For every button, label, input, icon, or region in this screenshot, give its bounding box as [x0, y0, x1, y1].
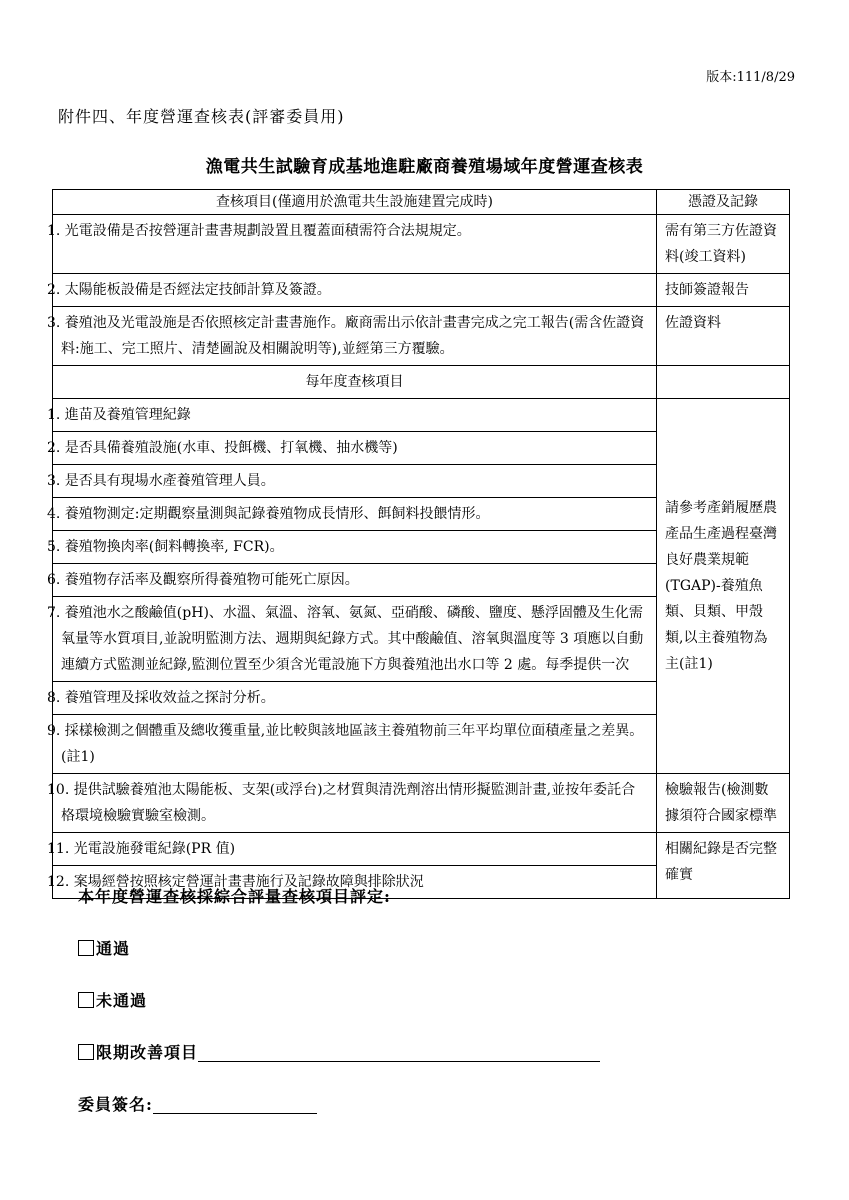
evidence-cell: 技師簽證報告 — [657, 274, 790, 307]
checkbox-improve[interactable] — [78, 1044, 94, 1060]
audit-item: 2. 太陽能板設備是否經法定技師計算及簽證。 — [53, 274, 657, 307]
audit-item: 10. 提供試驗養殖池太陽能板、支架(或浮台)之材質與清洗劑溶出情形擬監測計畫,並按年委託合格環境檢驗實驗室檢測。 — [53, 774, 657, 833]
conclusion-heading: 本年度營運查核採綜合評量查核項目評定: — [78, 887, 391, 906]
signature-row — [78, 1092, 317, 1115]
audit-item: 12. 案場經營按照核定營運計畫書施行及記錄故障與排除狀況 — [53, 866, 657, 899]
header-audit-item: 查核項目(僅適用於漁電共生設施建置完成時) — [53, 190, 657, 215]
document-title: 漁電共生試驗育成基地進駐廠商養殖場域年度營運查核表 — [205, 157, 644, 177]
annual-section-row — [53, 366, 790, 399]
audit-item: 8. 養殖管理及採收效益之探討分析。 — [53, 682, 657, 715]
improve-items-line[interactable] — [198, 1045, 600, 1062]
annual-section-heading: 每年度查核項目 — [53, 366, 657, 399]
audit-item: 3. 是否具有現場水產養殖管理人員。 — [53, 465, 657, 498]
option-fail — [78, 988, 147, 1011]
option-improve-label: 限期改善項目 — [96, 1043, 199, 1062]
audit-item: 9. 採樣檢測之個體重及總收獲重量,並比較與該地區該主養殖物前三年平均單位面積產量之差異。(註1) — [53, 715, 657, 774]
version-label: 版本:111/8/29 — [706, 70, 795, 85]
audit-item: 1. 光電設備是否按營運計畫書規劃設置且覆蓋面積需符合法規規定。 — [53, 215, 657, 274]
audit-table — [47, 189, 790, 899]
evidence-cell-annual: 請參考產銷履歷農產品生產過程臺灣良好農業規範(TGAP)-養殖魚類、貝類、甲殼類,以主養殖物為主(註1) — [657, 399, 790, 774]
audit-item: 4. 養殖物測定:定期觀察量測與記錄養殖物成長情形、餌飼料投餵情形。 — [53, 498, 657, 531]
evidence-cell: 檢驗報告(檢測數據須符合國家標準 — [657, 774, 790, 833]
option-fail-label: 未通過 — [96, 991, 148, 1010]
audit-item: 7. 養殖池水之酸鹼值(pH)、水溫、氣溫、溶氧、氨氮、亞硝酸、磷酸、鹽度、懸浮固體及生化需氧量等水質項目,並說明監測方法、週期與紀錄方式。其中酸鹼值、溶氧與溫度等 3 項應以自動連續方式監測並紀錄,監測位置至少須含光電設施下方與養殖池出水口等 2 處。每季提供一次 — [53, 597, 657, 682]
table-row — [53, 274, 790, 307]
table-row — [53, 307, 790, 366]
annex-title: 附件四、年度營運查核表(評審委員用) — [58, 107, 345, 126]
evidence-cell: 需有第三方佐證資料(竣工資料) — [657, 215, 790, 274]
evidence-cell-empty — [657, 366, 790, 399]
audit-item: 6. 養殖物存活率及觀察所得養殖物可能死亡原因。 — [53, 564, 657, 597]
evidence-cell: 佐證資料 — [657, 307, 790, 366]
signature-line[interactable] — [153, 1097, 317, 1114]
option-pass-label: 通過 — [96, 939, 131, 958]
signature-label: 委員簽名: — [78, 1095, 153, 1114]
evidence-cell: 相關紀錄是否完整確實 — [657, 833, 790, 899]
audit-item: 2. 是否具備養殖設施(水車、投餌機、打氧機、抽水機等) — [53, 432, 657, 465]
audit-item: 5. 養殖物換肉率(飼料轉換率, FCR)。 — [53, 531, 657, 564]
checkbox-pass[interactable] — [78, 940, 94, 956]
table-row — [53, 774, 790, 833]
table-row — [53, 399, 790, 432]
audit-item: 11. 光電設施發電紀錄(PR 值) — [53, 833, 657, 866]
table-header-row — [53, 190, 790, 215]
option-pass — [78, 936, 130, 959]
audit-item: 3. 養殖池及光電設施是否依照核定計畫書施作。廠商需出示依計畫書完成之完工報告(需含佐證資料:施工、完工照片、清楚圖說及相關說明等),並經第三方覆驗。 — [53, 307, 657, 366]
audit-item: 1. 進苗及養殖管理紀錄 — [53, 399, 657, 432]
header-evidence: 憑證及記錄 — [657, 190, 790, 215]
table-row — [53, 215, 790, 274]
option-improve — [78, 1040, 600, 1063]
checkbox-fail[interactable] — [78, 992, 94, 1008]
table-row — [53, 833, 790, 866]
